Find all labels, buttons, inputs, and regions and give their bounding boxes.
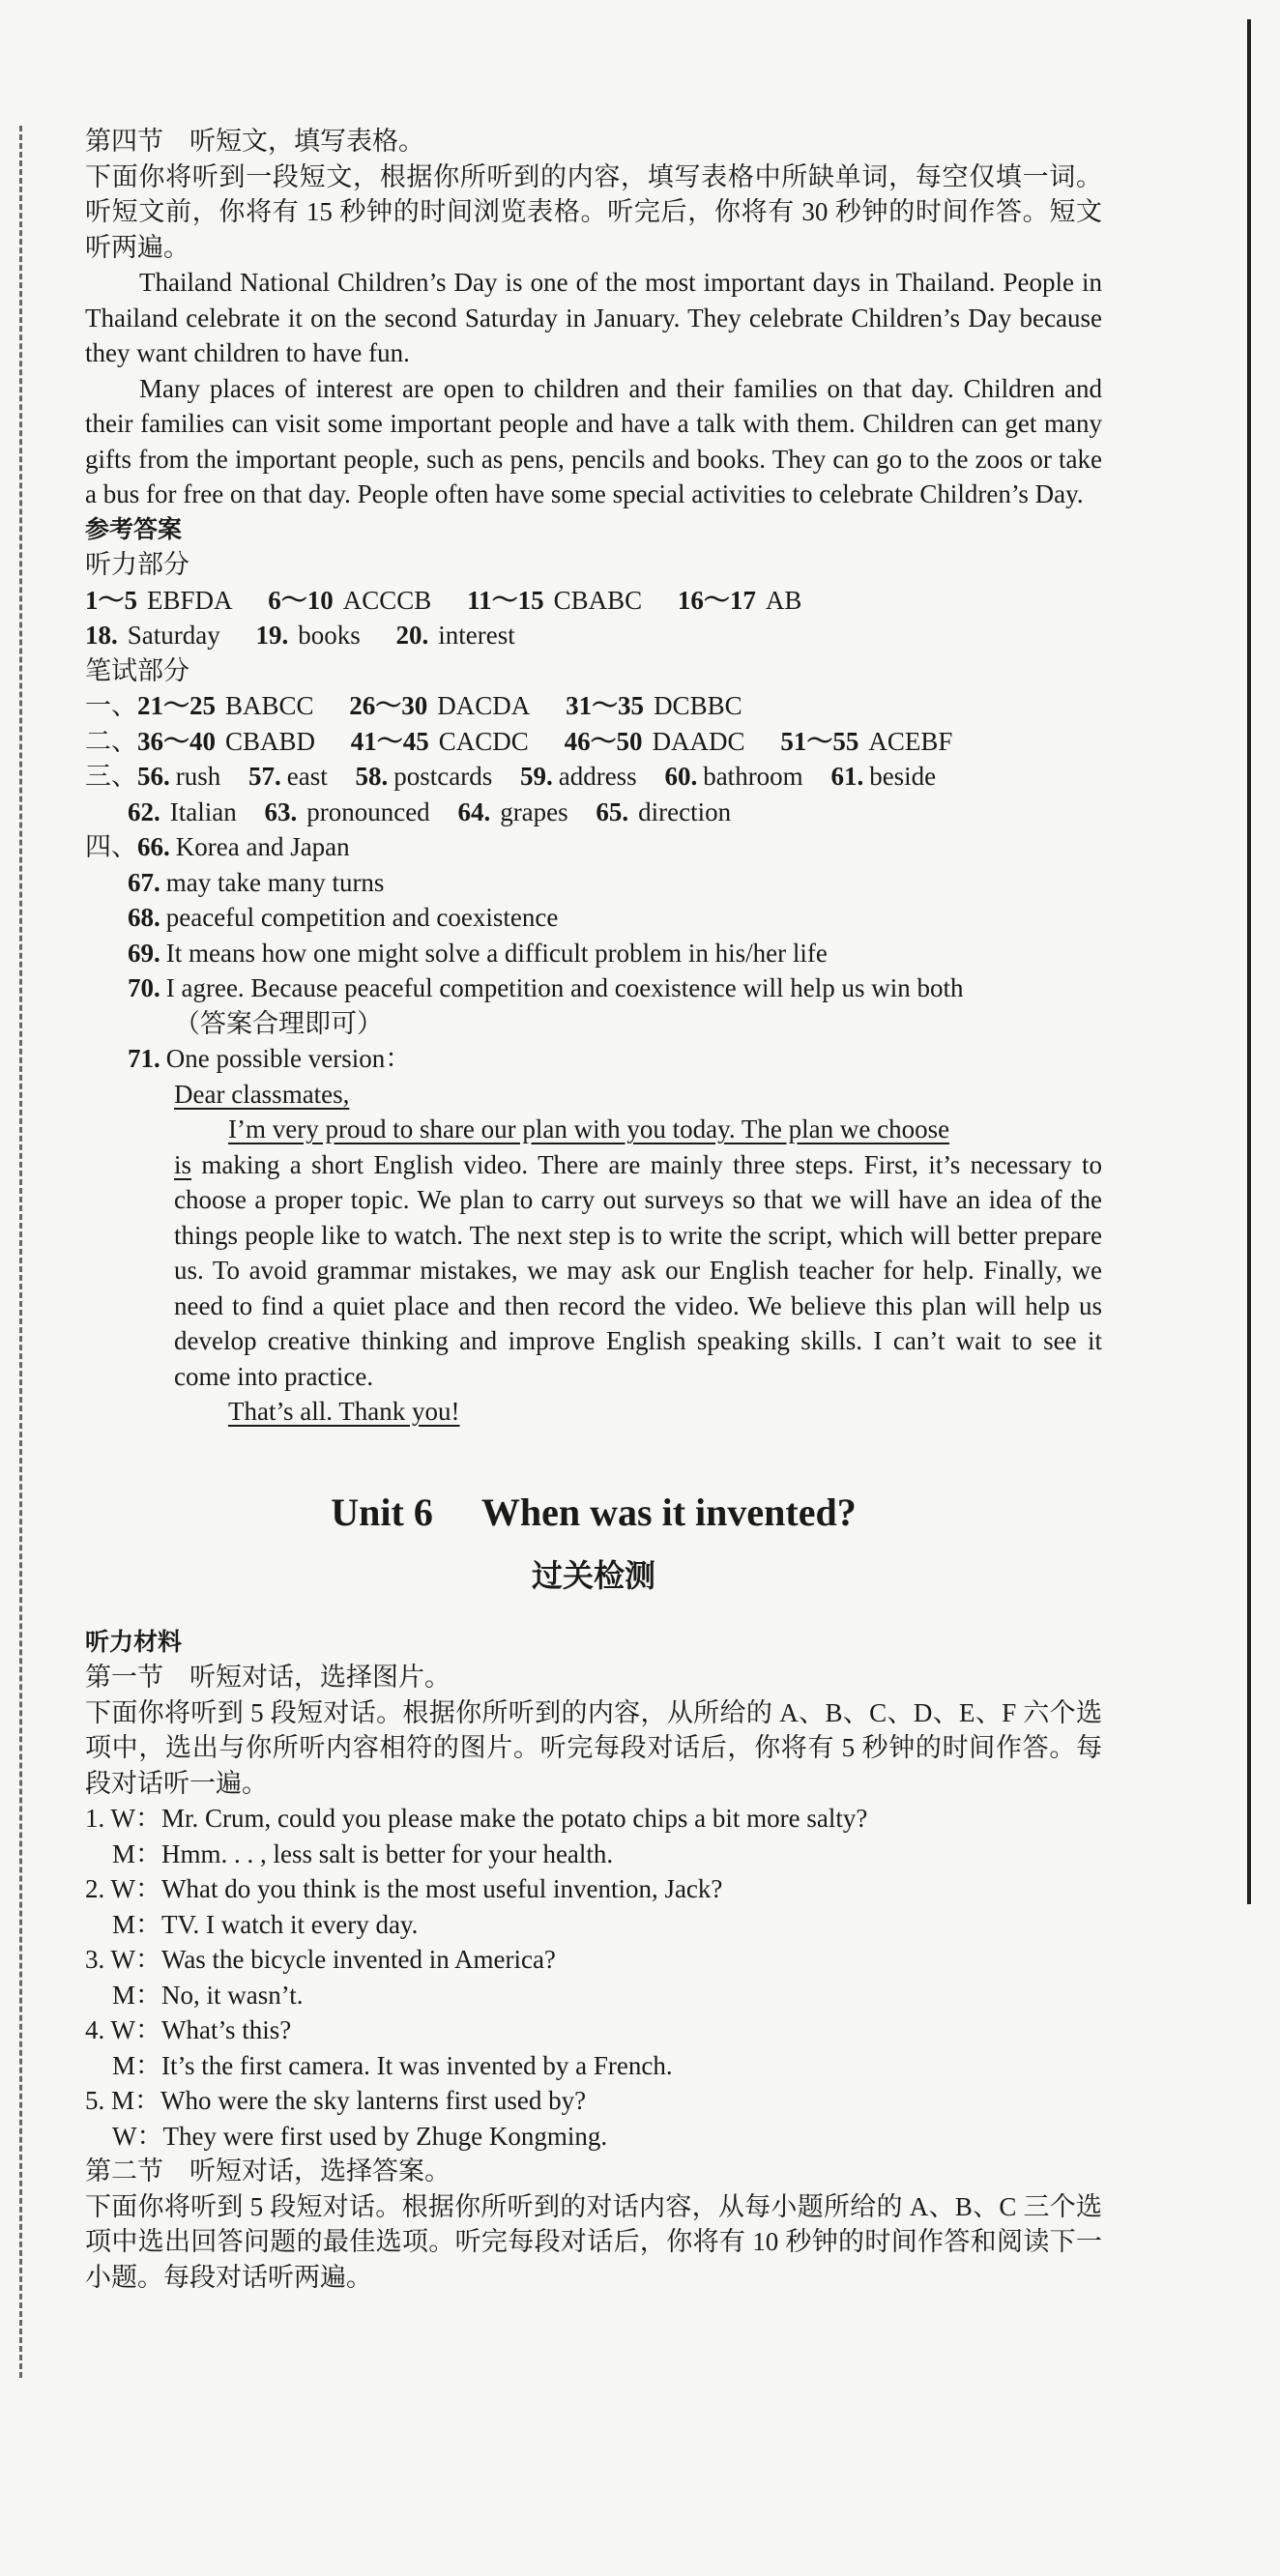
page-edge bbox=[1247, 19, 1251, 1904]
writing-answers-part-2: 二、36～40 CBABD 41～45 CACDC 46～50 DAADC 51～55 ACEBF bbox=[85, 726, 953, 756]
answer-70: 70. I agree. Because peaceful competition and coexistence will help us win both bbox=[128, 973, 964, 1002]
dialogue-3-line-1: 3. W：Was the bicycle invented in America? bbox=[85, 1945, 556, 1974]
listening-label: 听力部分 bbox=[85, 550, 189, 579]
dialogue-1-line-2: M：Hmm. . . , less salt is better for your health. bbox=[112, 1838, 614, 1868]
section-1-instructions: 下面你将听到 5 段短对话。根据你所听到的内容，从所给的 A、B、C、D、E、F 六个选项中，选出与你所听内容相符的图片。听完每段对话后，你将有 5 秒钟的时间作答。每段对话听一遍。 bbox=[85, 1697, 1102, 1798]
section-2-instructions: 下面你将听到 5 段短对话。根据你所听到的对话内容，从每小题所给的 A、B、C 三个选项中选出回答问题的最佳选项。听完每段对话后，你将有 10 秒钟的时间作答和阅读下一小题。每段对话听两遍。 bbox=[85, 2191, 1102, 2292]
part4-instructions: 下面你将听到一段短文，根据你所听到的内容，填写表格中所缺单词，每空仅填一词。听短文前，你将有 15 秒钟的时间浏览表格。听完后，你将有 30 秒钟的时间作答。短文听两遍。 bbox=[85, 161, 1102, 262]
dialogue-4-line-1: 4. W：What’s this? bbox=[85, 2015, 292, 2044]
writing-answers-part-3b: 62. Italian 63. pronounced 64. grapes 65. direction bbox=[128, 796, 732, 826]
unit-title: Unit 6 When was it invented? bbox=[331, 1490, 857, 1534]
letter-first-line: I’m very proud to share our plan with you today. The plan we choose bbox=[228, 1114, 950, 1143]
dialogue-1-line-1: 1. W：Mr. Crum, could you please make the potato chips a bit more salty? bbox=[85, 1804, 868, 1833]
listening-material-title: 听力材料 bbox=[85, 1627, 183, 1656]
listening-answers-row-2: 18. Saturday 19. books 20. interest bbox=[85, 621, 515, 650]
answer-68: 68. peaceful competition and coexistence bbox=[128, 903, 559, 932]
answers-title: 参考答案 bbox=[85, 514, 183, 543]
writing-answers-part-3a: 三、56. rush 57. east 58. postcards 59. address 60. bathroom 61. beside bbox=[85, 762, 937, 791]
answer-71: 71. One possible version： bbox=[128, 1044, 412, 1073]
letter-greeting: Dear classmates, bbox=[174, 1079, 350, 1109]
answer-page bbox=[85, 124, 1102, 2295]
dialogue-2-line-2: M：TV. I watch it every day. bbox=[112, 1909, 419, 1939]
passage-para-2: Many places of interest are open to children and their families on that day. Children and their families can visit some important people and have a talk with them. Children can get many gifts from the important people, such as pens, pencils and books. They can go to the zoos or take a bus for free on that day. People often have some special activities to celebrate Children’s Day. bbox=[85, 373, 1102, 508]
letter-closing: That’s all. Thank you! bbox=[228, 1397, 460, 1426]
section-title: 过关检测 bbox=[531, 1556, 655, 1594]
writing-label: 笔试部分 bbox=[85, 655, 189, 685]
part4-heading: 第四节 听短文，填写表格。 bbox=[85, 127, 424, 156]
listening-answers-row-1: 1～5 EBFDA 6～10 ACCCB 11～15 CBABC 16～17 AB bbox=[85, 585, 802, 615]
answer-70-note: （答案合理即可） bbox=[174, 1008, 383, 1038]
writing-answers-part-1: 一、21～25 BABCC 26～30 DACDA 31～35 DCBBC bbox=[85, 691, 742, 720]
dialogue-3-line-2: M：No, it wasn’t. bbox=[112, 1980, 304, 2010]
answer-66: 四、66. Korea and Japan bbox=[85, 832, 350, 861]
dialogue-5-line-1: 5. M：Who were the sky lanterns first used by? bbox=[85, 2086, 587, 2115]
passage-para-1: Thailand National Children’s Day is one of the most important days in Thailand. People in Thailand celebrate it on the second Saturday in January. They celebrate Children’s Day because they want children to have fun. bbox=[85, 268, 1102, 367]
dialogue-5-line-2: W：They were first used by Zhuge Kongming. bbox=[112, 2121, 608, 2151]
answer-69: 69. It means how one might solve a difficult problem in his/her life bbox=[128, 938, 828, 968]
section-1-heading: 第一节 听短对话，选择图片。 bbox=[85, 1663, 451, 1692]
dialogue-4-line-2: M：It’s the first camera. It was invented by a French. bbox=[112, 2050, 673, 2080]
answer-67: 67. may take many turns bbox=[128, 867, 385, 897]
letter-body: is making a short English video. There are mainly three steps. First, it’s necessary to choose a proper topic. We plan to carry out surveys so that we will have an idea of the things people like to watch. The next step is to write the script, which will better prepare us. To avoid grammar mistakes, we may ask our English teacher for help. Finally, we need to find a quiet place and then record the video. We believe this plan will help us develop creative thinking and improve English speaking skills. I can’t wait to see it come into practice. bbox=[174, 1149, 1102, 1391]
dialogue-2-line-1: 2. W：What do you think is the most useful invention, Jack? bbox=[85, 1874, 723, 1903]
binding-line bbox=[19, 126, 22, 2378]
section-2-heading: 第二节 听短对话，选择答案。 bbox=[85, 2156, 451, 2185]
